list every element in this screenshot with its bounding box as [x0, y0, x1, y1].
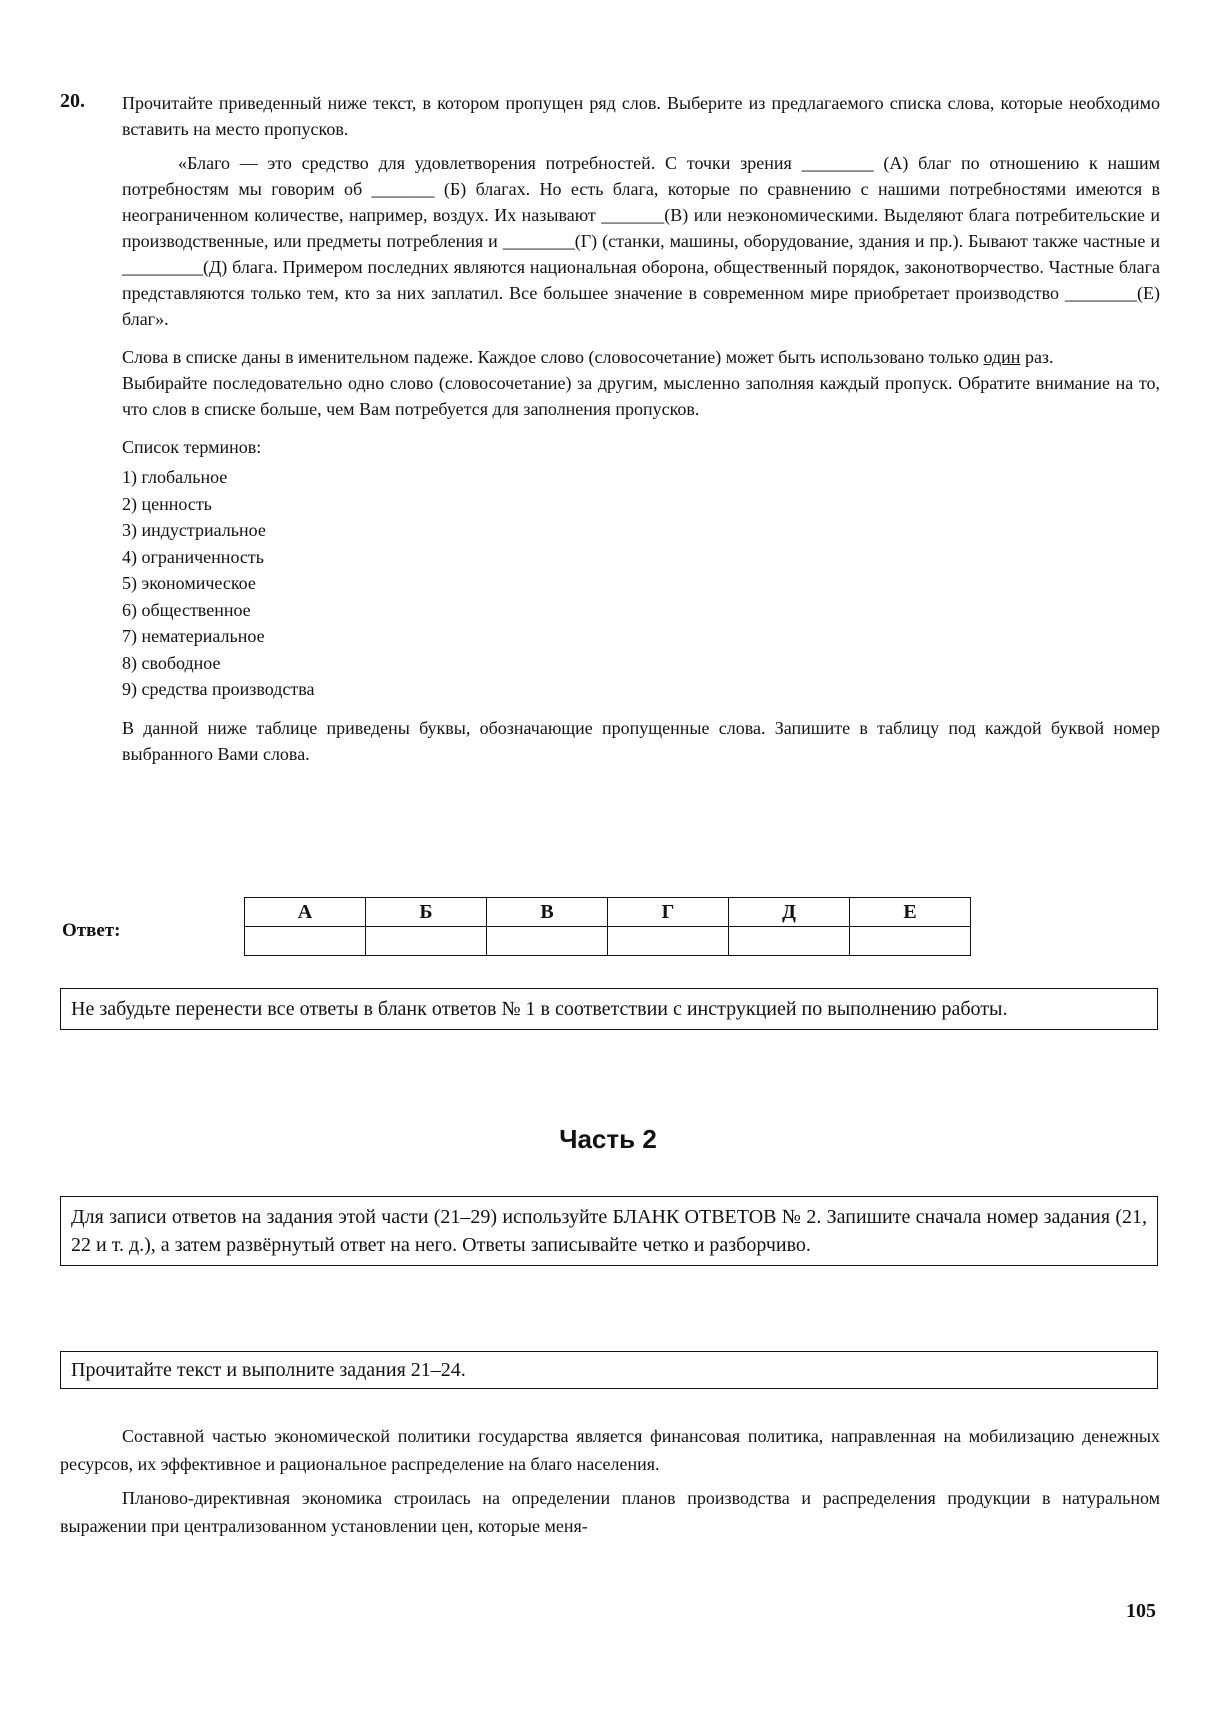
term-item: 5) экономическое [122, 573, 256, 593]
terms-list [122, 464, 1160, 703]
term-item: 4) ограниченность [122, 546, 264, 567]
answer-cell[interactable] [729, 927, 850, 956]
task-instruction: Прочитайте приведенный ниже текст, в котором пропущен ряд слов. Выберите из предлагаемого списка слова, которые необходимо вставить на место пропусков. [122, 93, 1160, 139]
note-text: Слова в списке даны в именительном падеже. Каждое слово (словосочетание) может быть использовано только [122, 347, 984, 367]
task-number: 20. [60, 90, 85, 112]
note-underlined-word: один [983, 347, 1021, 367]
page-number: 105 [1126, 1600, 1156, 1622]
term-item: 8) свободное [122, 652, 221, 673]
term-item: 7) нематериальное [122, 626, 265, 646]
task-quote-text: «Благо — это средство для удовлетворения потребностей. С точки зрения ________ (А) благ по отношению к нашим потребностям мы говорим об _______ (Б) благах. Но есть блага, которые по сравнению с нашими потребностями имеются в неограниченном количестве, например, воздух. Их называют _______(В) или неэкономическими. Выделяют блага потребительские и производственные, или предметы потребления и ________(Г) (станки, машины, оборудование, здания и пр.). Бывают также частные и _________(Д) блага. Примером последних являются национальная оборона, общественный порядок, законотворчество. Частные блага представляются только тем, кто за них заплатил. Все большее значение в современном мире приобретает производство ________(Е) благ». [122, 153, 1160, 329]
terms-heading: Список терминов: [122, 437, 262, 457]
answer-cells-row [245, 927, 971, 956]
answer-letter: В [487, 898, 608, 927]
read-task-box: Прочитайте текст и выполните задания 21–24. [60, 1351, 1158, 1389]
answer-cell[interactable] [850, 927, 971, 956]
answer-cell[interactable] [487, 927, 608, 956]
answer-letters-row [245, 898, 971, 927]
note-text-end: раз. [1020, 347, 1054, 367]
answer-cell[interactable] [245, 927, 366, 956]
answer-table [244, 897, 971, 956]
reading-text [60, 1422, 1160, 1546]
answer-letter: А [245, 898, 366, 927]
answer-label: Ответ: [62, 920, 121, 941]
task-20 [60, 90, 1160, 767]
part-2-instruction-box: Для записи ответов на задания этой части (21–29) используйте БЛАНК ОТВЕТОВ № 2. Запишите сначала номер задания (21, 22 и т. д.), а затем развёрнутый ответ на него. Ответы записывайте четко и разборчиво. [60, 1196, 1158, 1266]
answer-cell[interactable] [366, 927, 487, 956]
term-item: 2) ценность [122, 493, 212, 514]
term-item: 9) средства производства [122, 679, 315, 699]
part-2-title: Часть 2 [559, 1124, 657, 1154]
task-note [122, 344, 1160, 370]
term-item: 3) индустриальное [122, 520, 266, 540]
answer-letter: Б [366, 898, 487, 927]
reading-paragraph-2: Планово-директивная экономика строилась на определении планов производства и распределения продукции в натуральном выражении при централизованном установлении цен, которые меня- [60, 1488, 1160, 1536]
answer-cell[interactable] [608, 927, 729, 956]
task-note-2: Выбирайте последовательно одно слово (словосочетание) за другим, мысленно заполняя каждый пропуск. Обратите внимание на то, что слов в списке больше, чем Вам потребуется для заполнения пропусков. [122, 373, 1160, 419]
table-note: В данной ниже таблице приведены буквы, обозначающие пропущенные слова. Запишите в таблицу под каждой буквой номер выбранного Вами слова. [122, 717, 1160, 764]
answer-letter: Г [608, 898, 729, 927]
reminder-box: Не забудьте перенести все ответы в бланк ответов № 1 в соответствии с инструкцией по выполнению работы. [60, 988, 1158, 1030]
reading-paragraph-1: Составной частью экономической политики государства является финансовая политика, направленная на мобилизацию денежных ресурсов, их эффективное и рациональное распределение на благо населения. [60, 1426, 1160, 1474]
term-item: 1) глобальное [122, 467, 228, 487]
answer-letter: Д [729, 898, 850, 927]
answer-letter: Е [850, 898, 971, 927]
term-item: 6) общественное [122, 599, 251, 620]
